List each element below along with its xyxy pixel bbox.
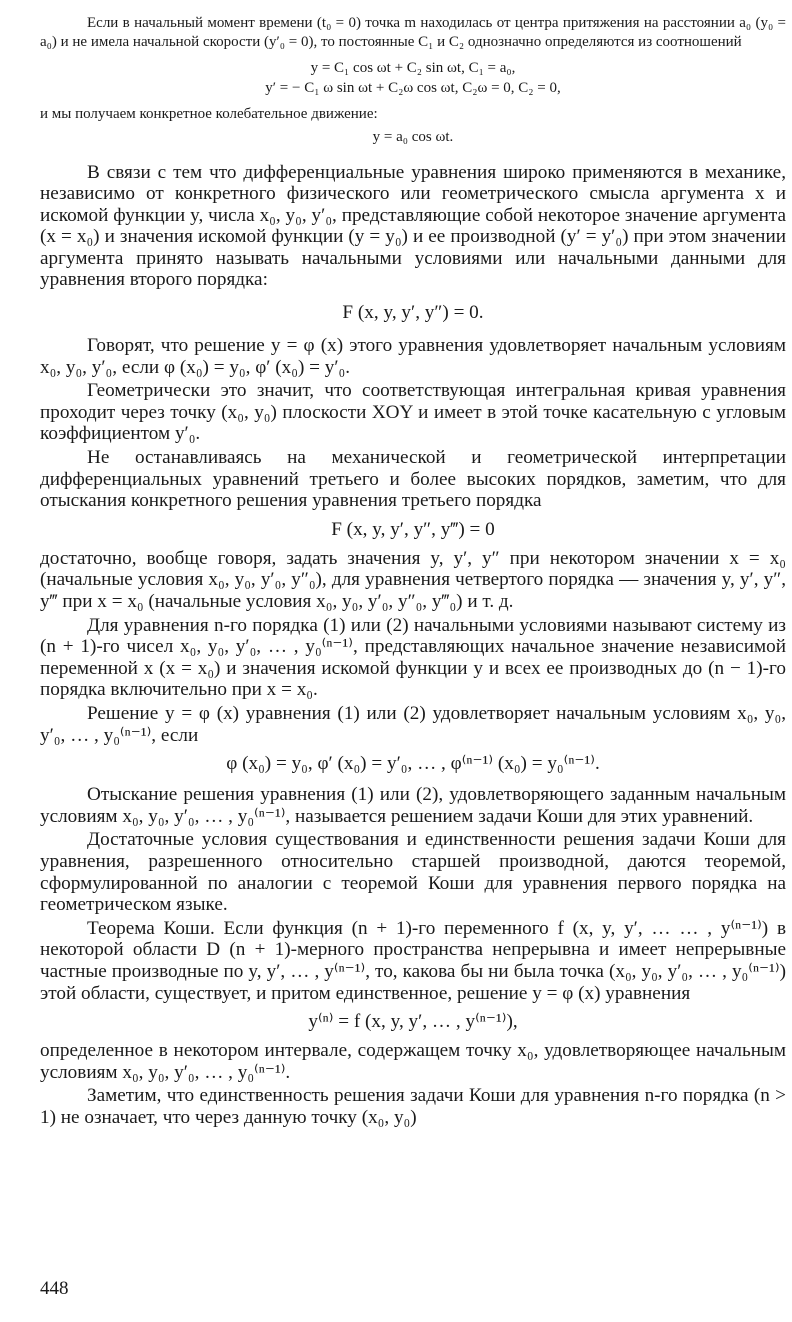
paragraph-geometric-meaning: Геометрически это значит, что соответствующая интегральная кривая уравнения проходит через точку (x₀, y₀) плоскости XOY и имеет в этой точке касательную с угловым коэффициентом y′₀.	[40, 380, 786, 445]
formula-y-derivative: y′ = − C₁ ω sin ωt + C₂ω cos ωt, C₂ω = 0, C₂ = 0,	[265, 80, 561, 96]
paragraph-sufficient-conditions: Достаточные условия существования и единственности решения задачи Коши для уравнения, разрешенного относительно старшей производной, даются теоремой, сформулированной по аналогии с теоремой Коши для уравнения первого порядка на геометрическом языке.	[40, 829, 786, 916]
formula-phi-conditions: φ (x₀) = y₀, φ′ (x₀) = y′₀, … , φ⁽ⁿ⁻¹⁾ (x₀) = y₀⁽ⁿ⁻¹⁾.	[226, 753, 600, 775]
paragraph-cauchy-problem: Отыскание решения уравнения (1) или (2), удовлетворяющего заданным начальным условиям x₀, y₀, y′₀, … , y₀⁽ⁿ⁻¹⁾, называется решением задачи Коши для этих уравнений.	[40, 784, 786, 827]
paragraph-solution-nth: Решение y = φ (x) уравнения (1) или (2) удовлетворяет начальным условиям x₀, y₀, y′₀, … , y₀⁽ⁿ⁻¹⁾, если	[40, 702, 786, 746]
paragraph-initial-moment: Если в начальный момент времени (t₀ = 0) точка m находилась от центра притяжения на расстоянии a₀ (y₀ = a₀) и не имела начальной скорости (y′₀ = 0), то постоянные C₁ и C₂ однозначно определяются из соотношений	[40, 15, 786, 50]
paragraph-uniqueness-note: Заметим, что единственность решения задачи Коши для уравнения n-го порядка (n > 1) не означает, что через данную точку (x₀, y₀)	[40, 1085, 786, 1128]
page-number: 448	[40, 1278, 69, 1299]
formula-y-general: y = C₁ cos ωt + C₂ sin ωt, C₁ = a₀,	[310, 60, 516, 76]
paragraph-solution-satisfies: Говорят, что решение y = φ (x) этого уравнения удовлетворяет начальным условиям x₀, y₀, y′₀, если φ (x₀) = y₀, φ′ (x₀) = y′₀.	[40, 335, 786, 378]
page-text	[40, 14, 786, 1128]
formula-third-order: F (x, y, y′, y″, y‴) = 0	[331, 518, 495, 540]
paragraph-sufficient-values: достаточно, вообще говоря, задать значения y, y′, y″ при некотором значении x = x₀ (начальные условия x₀, y₀, y′₀, y″₀), для уравнения четвертого порядка — значения y, y′, y″, y‴ при x = x₀ (начальные условия x₀, y₀, y′₀, y″₀, y‴₀) и т. д.	[40, 547, 786, 612]
formula-oscillation: y = a₀ cos ωt.	[372, 128, 454, 145]
paragraph-nth-order-conditions: Для уравнения n-го порядка (1) или (2) начальными условиями называют систему из (n + 1)-го чисел x₀, y₀, y′₀, … , y₀⁽ⁿ⁻¹⁾, представляющих начальное значение независимой переменной x (x = x₀) и значения искомой функции y и всех ее производных до (n − 1)-го порядка включительно при x = x₀.	[40, 614, 786, 701]
paragraph-oscillation-intro: и мы получаем конкретное колебательное движение:	[40, 106, 378, 122]
paragraph-higher-orders: Не останавливаясь на механической и геометрической интерпретации дифференциальных уравнений третьего и более высоких порядков, заметим, что для отыскания конкретного решения уравнения третьего порядка	[40, 447, 786, 512]
paragraph-defined-interval: определенное в некотором интервале, содержащем точку x₀, удовлетворяющее начальным условиям x₀, y₀, y′₀, … , y₀⁽ⁿ⁻¹⁾.	[40, 1040, 786, 1083]
paragraph-initial-conditions: В связи с тем что дифференциальные уравнения широко применяются в механике, независимо от конкретного физического или геометрического смысла аргумента x и искомой функции y, числа x₀, y₀, y′₀, представляющие собой некоторое значение аргумента (x = x₀) и значения искомой функции (y = y₀) и ее производной (y′ = y′₀) при этом значении аргумента принято называть начальными условиями или начальными данными для уравнения второго порядка:	[40, 161, 786, 291]
formula-nth-order-resolved: y⁽ⁿ⁾ = f (x, y, y′, … , y⁽ⁿ⁻¹⁾),	[308, 1011, 518, 1033]
formula-second-order: F (x, y, y′, y″) = 0.	[342, 302, 484, 324]
paragraph-cauchy-theorem: Теорема Коши. Если функция (n + 1)-го переменного f (x, y, y′, … … , y⁽ⁿ⁻¹⁾) в некоторой области D (n + 1)-мерного пространства непрерывна и имеет непрерывные частные производные по y, y′, … , y⁽ⁿ⁻¹⁾, то, какова бы ни была точка (x₀, y₀, y′₀, … , y₀⁽ⁿ⁻¹⁾) этой области, существует, и притом единственное, решение y = φ (x) уравнения	[40, 917, 786, 1004]
